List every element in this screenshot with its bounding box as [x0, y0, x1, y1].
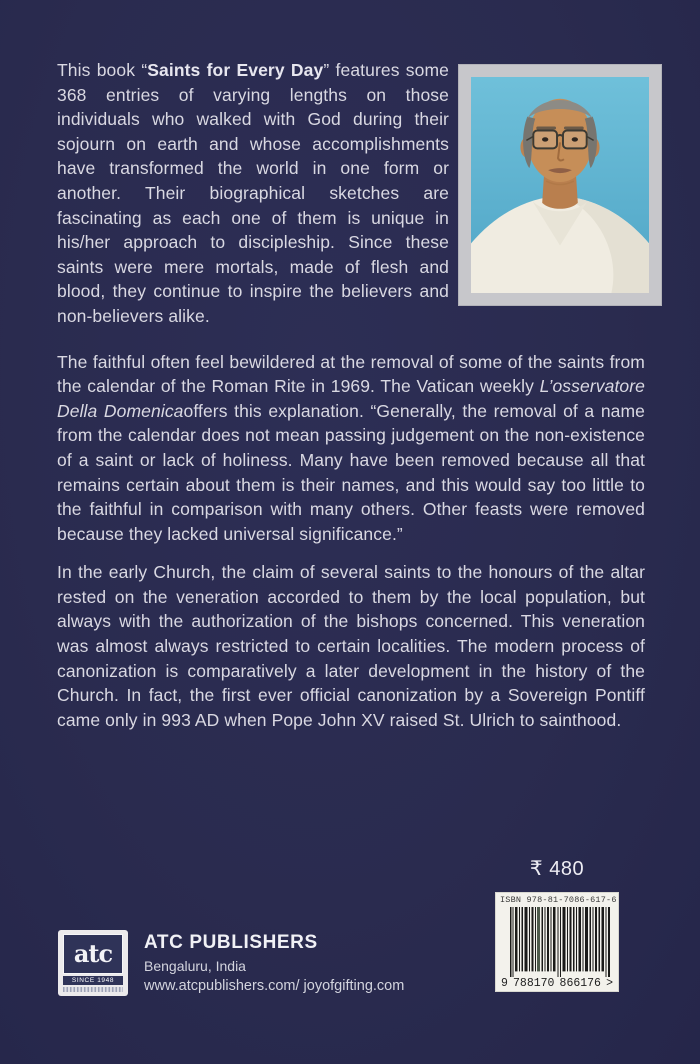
synopsis-paragraph-3: In the early Church, the claim of several saints to the honours of the altar rested on the veneration accorded to them by the local population, but always with the authorization of the bishops concerned. This veneration was almost always restricted to certain localities. The modern process of canonization is comparatively a later development in the history of the Church. In fact, the first ever official canonization by a Sovereign Pontiff came only in 993 AD when Pope John XV raised St. Ulrich to sainthood.: [57, 562, 645, 730]
ean13-barcode-icon: [510, 907, 610, 977]
synopsis: [57, 58, 645, 732]
logo-tagline: SINCE 1948: [63, 976, 123, 985]
isbn-barcode: [495, 892, 619, 992]
p1-text-after: ” features some 368 entries of varying lengths on those individuals who walked with God during their sojourn on earth and whose accomplishments have transformed the world in one form or another. Their biographical sketches are fascinating as each one of them is unique in his/her approach to discipleship. Since these saints were mere mortals, made of flesh and blood, they continue to inspire the believers and non-believers alike.: [57, 60, 450, 326]
publisher-city: Bengaluru, India: [144, 958, 246, 974]
publisher-block: [58, 930, 404, 996]
publisher-text: [144, 930, 404, 995]
barcode-right-mark: >: [606, 977, 613, 990]
barcode-left-digit: 9: [501, 977, 508, 990]
logo-fineprint-strip: [63, 987, 123, 992]
logo-letters: atc: [63, 934, 123, 974]
rupee-symbol: ₹: [529, 858, 544, 880]
publisher-name: ATC PUBLISHERS: [144, 932, 318, 953]
synopsis-paragraph-1: [57, 58, 449, 329]
book-title: Saints for Every Day: [147, 60, 324, 80]
price: [495, 856, 619, 881]
p1-text-before: This book “: [57, 60, 148, 80]
price-amount: 480: [549, 858, 585, 880]
barcode-group2: 866176: [559, 977, 601, 990]
p2-text-before: The faithful often feel bewildered at the removal of some of the saints from the calendar of the Roman Rite in 1969. The Vatican weekly: [57, 351, 645, 397]
isbn-label: ISBN 978-81-7086-617-6: [500, 895, 617, 905]
publisher-website: www.atcpublishers.com/ joyofgifting.com: [144, 978, 405, 994]
barcode-digits: [500, 978, 614, 990]
barcode-group1: 788170: [513, 977, 555, 990]
p2-text-after: offers this explanation. “Generally, the removal of a name from the calendar does not mean passing judgement on the non-existence of a saint or lack of holiness. Many have been removed because all that remains certain about them is their names, and this would say too little to the faithful in comparison with many others. Other feasts were removed because they lacked universal significance.”: [57, 400, 645, 544]
synopsis-paragraph-2: [57, 350, 645, 547]
vatican-weekly-title: L’osservatore Della Domenica: [57, 376, 645, 421]
atc-publisher-logo-icon: [58, 930, 128, 996]
